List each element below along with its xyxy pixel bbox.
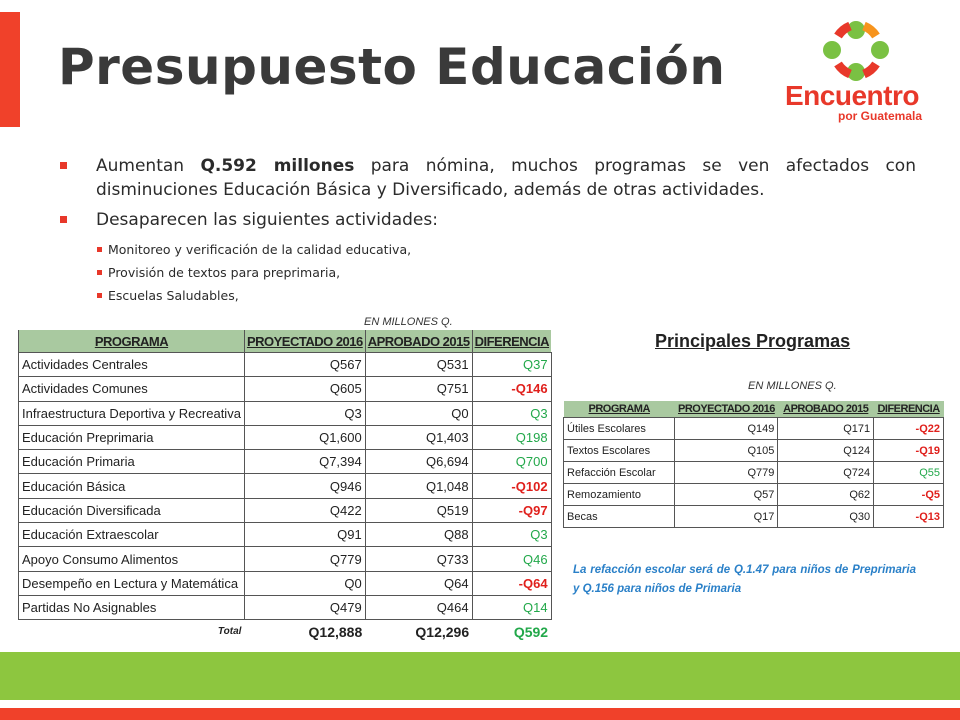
total-value: Q12,888 (244, 620, 365, 644)
difference-cell: Q14 (472, 595, 551, 619)
amount-cell: Q724 (778, 462, 874, 484)
table-row (564, 506, 944, 528)
amount-cell: Q6,694 (365, 450, 472, 474)
sub-bullet-text: Escuelas Saludables, (108, 288, 239, 303)
amount-cell: Q605 (244, 377, 365, 401)
sub-bullet-text: Provisión de textos para preprimaria, (108, 265, 341, 280)
difference-cell: Q700 (472, 450, 551, 474)
total-label: Total (217, 626, 242, 638)
table-row (19, 377, 552, 401)
difference-cell: -Q64 (472, 571, 551, 595)
amount-cell: Q531 (365, 353, 472, 377)
program-cell: Útiles Escolares (564, 418, 675, 440)
bullet-marker-icon (60, 162, 67, 169)
sub-bullet-text: Monitoreo y verificación de la calidad educativa, (108, 242, 412, 257)
program-cell: Educación Diversificada (19, 498, 245, 522)
total-row (19, 620, 552, 644)
amount-cell: Q3 (244, 401, 365, 425)
accent-bar (0, 12, 20, 127)
difference-cell: Q46 (472, 547, 551, 571)
column-header: PROYECTADO 2016 (244, 330, 365, 353)
program-cell: Desempeño en Lectura y Matemática (19, 571, 245, 595)
program-cell: Remozamiento (564, 484, 675, 506)
table-row (19, 401, 552, 425)
sub-bullet-marker-icon (97, 270, 102, 275)
program-cell: Educación Extraescolar (19, 523, 245, 547)
amount-cell: Q7,394 (244, 450, 365, 474)
amount-cell: Q149 (675, 418, 778, 440)
principal-programs-title: Principales Programas (655, 331, 851, 351)
difference-cell: -Q5 (874, 484, 944, 506)
amount-cell: Q464 (365, 595, 472, 619)
table-row (19, 547, 552, 571)
difference-cell: -Q102 (472, 474, 551, 498)
principal-unit-label: EN MILLONES Q. (748, 380, 837, 392)
table-row (564, 418, 944, 440)
table-row (564, 462, 944, 484)
difference-cell: Q3 (472, 401, 551, 425)
amount-cell: Q171 (778, 418, 874, 440)
sub-bullet-item (58, 261, 916, 284)
difference-cell: Q198 (472, 425, 551, 449)
amount-cell: Q1,600 (244, 425, 365, 449)
table-unit-label: EN MILLONES Q. (364, 316, 453, 328)
budget-table (18, 330, 552, 644)
difference-cell: Q3 (472, 523, 551, 547)
amount-cell: Q779 (675, 462, 778, 484)
table-row (19, 498, 552, 522)
column-header: PROGRAMA (19, 330, 245, 353)
program-cell: Textos Escolares (564, 440, 675, 462)
table-row (19, 571, 552, 595)
table-row (564, 440, 944, 462)
amount-cell: Q422 (244, 498, 365, 522)
logo-dot-left (823, 41, 841, 59)
amount-cell: Q733 (365, 547, 472, 571)
amount-cell: Q0 (244, 571, 365, 595)
table-row (19, 425, 552, 449)
amount-cell: Q479 (244, 595, 365, 619)
sub-bullet-item (58, 284, 916, 307)
bullet-list (58, 154, 916, 307)
table-row (19, 523, 552, 547)
difference-cell: -Q22 (874, 418, 944, 440)
bullet-text: Desaparecen las siguientes actividades: (96, 210, 438, 230)
table-header-row (19, 330, 552, 353)
sub-bullet-marker-icon (97, 293, 102, 298)
sub-bullet-item (58, 238, 916, 261)
page-title: Presupuesto Educación (58, 38, 726, 96)
difference-cell: Q37 (472, 353, 551, 377)
table-row (564, 484, 944, 506)
bullet-marker-icon (60, 216, 67, 223)
total-value: Q592 (472, 620, 551, 644)
logo-wordmark: Encuentro (785, 80, 919, 111)
difference-cell: -Q13 (874, 506, 944, 528)
column-header: DIFERENCIA (472, 330, 551, 353)
program-cell: Actividades Comunes (19, 377, 245, 401)
difference-cell: Q55 (874, 462, 944, 484)
amount-cell: Q124 (778, 440, 874, 462)
amount-cell: Q0 (365, 401, 472, 425)
bullet-item (58, 208, 916, 232)
difference-cell: -Q97 (472, 498, 551, 522)
principal-programs-table (563, 401, 944, 528)
program-cell: Actividades Centrales (19, 353, 245, 377)
logo-tagline: por Guatemala (838, 109, 923, 123)
amount-cell: Q64 (365, 571, 472, 595)
amount-cell: Q946 (244, 474, 365, 498)
footer-red-strip (0, 708, 960, 720)
amount-cell: Q62 (778, 484, 874, 506)
amount-cell: Q779 (244, 547, 365, 571)
column-header: PROGRAMA (564, 401, 675, 418)
table-row (19, 595, 552, 619)
program-cell: Educación Primaria (19, 450, 245, 474)
amount-cell: Q567 (244, 353, 365, 377)
table-header-row (564, 401, 944, 418)
program-cell: Partidas No Asignables (19, 595, 245, 619)
table-row (19, 474, 552, 498)
difference-cell: -Q19 (874, 440, 944, 462)
program-cell: Becas (564, 506, 675, 528)
program-cell: Refacción Escolar (564, 462, 675, 484)
sub-bullet-marker-icon (97, 247, 102, 252)
amount-cell: Q1,048 (365, 474, 472, 498)
amount-cell: Q105 (675, 440, 778, 462)
program-cell: Apoyo Consumo Alimentos (19, 547, 245, 571)
amount-cell: Q519 (365, 498, 472, 522)
program-cell: Infraestructura Deportiva y Recreativa (19, 401, 245, 425)
amount-cell: Q88 (365, 523, 472, 547)
amount-cell: Q57 (675, 484, 778, 506)
column-header: DIFERENCIA (874, 401, 944, 418)
total-value: Q12,296 (365, 620, 472, 644)
difference-cell: -Q146 (472, 377, 551, 401)
table-row (19, 353, 552, 377)
program-cell: Educación Preprimaria (19, 425, 245, 449)
footer-green-bar (0, 652, 960, 700)
table-row (19, 450, 552, 474)
amount-cell: Q91 (244, 523, 365, 547)
bullet-text: Aumentan Q.592 millones para nómina, muchos programas se ven afectados con disminuciones Educación Básica y Diversificado, además de otras actividades. (96, 156, 916, 200)
amount-cell: Q17 (675, 506, 778, 528)
amount-cell: Q30 (778, 506, 874, 528)
column-header: APROBADO 2015 (778, 401, 874, 418)
bullet-item (58, 154, 916, 202)
amount-cell: Q1,403 (365, 425, 472, 449)
logo-dot-right (871, 41, 889, 59)
note-text: La refacción escolar será de Q.1.47 para niños de Preprimaria y Q.156 para niños de Primaria (573, 564, 916, 595)
program-cell: Educación Básica (19, 474, 245, 498)
amount-cell: Q751 (365, 377, 472, 401)
column-header: PROYECTADO 2016 (675, 401, 778, 418)
column-header: APROBADO 2015 (365, 330, 472, 353)
